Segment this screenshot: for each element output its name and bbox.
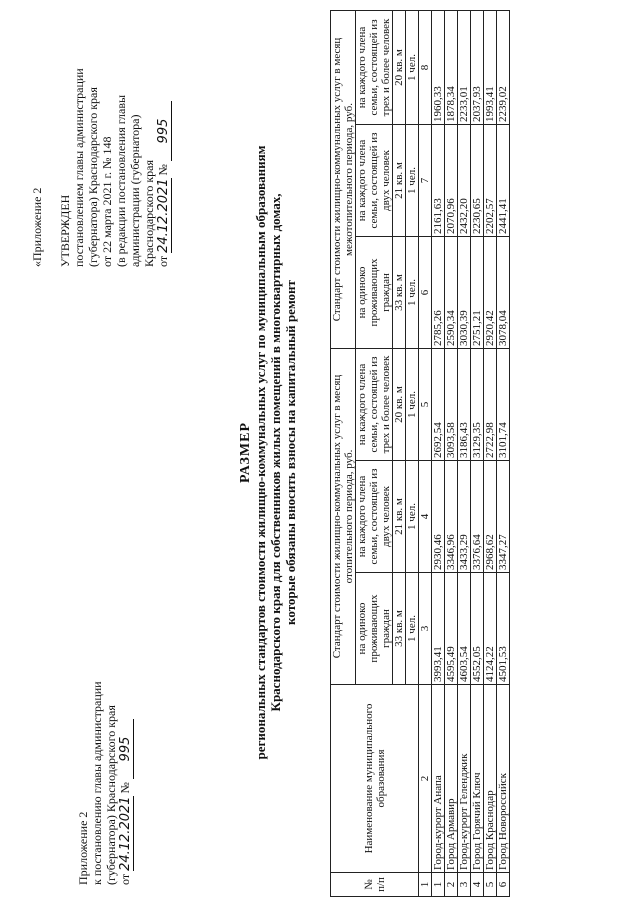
row-number: 1 bbox=[432, 873, 445, 897]
date-line: от 24.12.2021 № 995 bbox=[156, 7, 172, 267]
persons-cell: 1 чел. bbox=[406, 236, 419, 348]
value-cell: 2037,93 bbox=[471, 10, 484, 124]
value-cell: 1960,33 bbox=[432, 10, 445, 124]
resolution-ref-2: (губернатора) Краснодарского края bbox=[104, 705, 118, 885]
column-number: 6 bbox=[419, 236, 432, 348]
persons-cell: 1 чел. bbox=[406, 573, 419, 685]
value-cell: 2722,98 bbox=[484, 348, 497, 460]
handwritten-date: 24.12.2021 bbox=[156, 178, 171, 253]
value-cell: 2202,57 bbox=[484, 124, 497, 236]
table-row bbox=[445, 10, 458, 896]
date-line: от 24.12.2021 № 995 bbox=[118, 555, 134, 885]
column-number: 7 bbox=[419, 124, 432, 236]
handwritten-number: 995 bbox=[157, 101, 172, 161]
value-cell: 2161,63 bbox=[432, 124, 445, 236]
area-cell: 21 кв. м bbox=[393, 124, 406, 236]
value-cell: 2692,54 bbox=[432, 348, 445, 460]
persons-cell: 1 чел. bbox=[406, 124, 419, 236]
municipality-name: Город Армавир bbox=[445, 685, 458, 873]
title-line: которые обязаны вносить взносы на капитальный ремонт bbox=[283, 280, 298, 625]
value-cell: 3093,58 bbox=[445, 348, 458, 460]
handwritten-date: 24.12.2021 bbox=[118, 796, 133, 871]
value-cell: 2239,02 bbox=[497, 10, 510, 124]
value-cell: 2785,26 bbox=[432, 236, 445, 348]
column-number: 1 bbox=[419, 873, 432, 897]
value-cell: 3186,43 bbox=[458, 348, 471, 460]
table-row bbox=[471, 10, 484, 896]
area-cell: 20 кв. м bbox=[393, 10, 406, 124]
value-cell: 3030,39 bbox=[458, 236, 471, 348]
row-number: 5 bbox=[484, 873, 497, 897]
value-cell: 2930,46 bbox=[432, 461, 445, 573]
left-approval-block bbox=[76, 555, 134, 885]
persons-cell: 1 чел. bbox=[406, 461, 419, 573]
sub-header: на каждого члена семьи, состоящей из трех и более человек bbox=[356, 348, 393, 460]
appendix-label: «Приложение 2 bbox=[30, 187, 44, 267]
sub-header: на каждого члена семьи, состоящей из двух человек bbox=[356, 124, 393, 236]
table-row bbox=[497, 10, 510, 896]
approval-date: от 22 марта 2021 г. № 148 bbox=[100, 136, 114, 267]
value-cell: 3101,74 bbox=[497, 348, 510, 460]
document-title bbox=[238, 0, 298, 905]
value-cell: 4501,53 bbox=[497, 573, 510, 685]
approval-text: (губернатора) Краснодарского края bbox=[86, 87, 100, 267]
value-cell: 2920,42 bbox=[484, 236, 497, 348]
value-cell: 2968,62 bbox=[484, 461, 497, 573]
area-cell: 33 кв. м bbox=[393, 236, 406, 348]
handwritten-number: 995 bbox=[119, 719, 134, 779]
header-num: № п/п bbox=[331, 873, 419, 897]
sub-header: на одиноко проживающих граждан bbox=[356, 236, 393, 348]
value-cell: 3078,04 bbox=[497, 236, 510, 348]
municipality-name: Город Краснодар bbox=[484, 685, 497, 873]
persons-cell: 1 чел. bbox=[406, 10, 419, 124]
title-line: Краснодарского края для собственников жилых помещений в многоквартирных домах, bbox=[268, 193, 283, 712]
table-body bbox=[432, 10, 510, 896]
value-cell: 3376,64 bbox=[471, 461, 484, 573]
value-cell: 3346,96 bbox=[445, 461, 458, 573]
column-number: 4 bbox=[419, 461, 432, 573]
table-row bbox=[484, 10, 497, 896]
row-number: 3 bbox=[458, 873, 471, 897]
area-cell: 20 кв. м bbox=[393, 348, 406, 460]
municipality-name: Город Горячий Ключ bbox=[471, 685, 484, 873]
column-number: 3 bbox=[419, 573, 432, 685]
value-cell: 3129,35 bbox=[471, 348, 484, 460]
value-cell: 1993,41 bbox=[484, 10, 497, 124]
value-cell: 3433,29 bbox=[458, 461, 471, 573]
sub-header: на каждого члена семьи, состоящей из двух человек bbox=[356, 461, 393, 573]
amendment-text: Краснодарского края bbox=[142, 159, 156, 267]
municipality-name: Город-курорт Анапа bbox=[432, 685, 445, 873]
value-cell: 3993,41 bbox=[432, 573, 445, 685]
row-number: 2 bbox=[445, 873, 458, 897]
value-cell: 2432,20 bbox=[458, 124, 471, 236]
right-approval-block bbox=[30, 7, 172, 267]
header-nonheating: Стандарт стоимости жилищно-коммунальных услуг в месяц межотопительного периода, руб. bbox=[331, 10, 356, 348]
area-cell: 33 кв. м bbox=[393, 573, 406, 685]
title-line: региональных стандартов стоимости жилищно-коммунальных услуг по муниципальным образованиям bbox=[253, 145, 268, 760]
approval-text: постановлением главы администрации bbox=[72, 68, 86, 267]
approved-label: УТВЕРЖДЕН bbox=[58, 194, 72, 267]
row-number: 6 bbox=[497, 873, 510, 897]
row-number: 4 bbox=[471, 873, 484, 897]
value-cell: 3347,27 bbox=[497, 461, 510, 573]
value-cell: 2441,41 bbox=[497, 124, 510, 236]
persons-cell: 1 чел. bbox=[406, 348, 419, 460]
value-cell: 2233,01 bbox=[458, 10, 471, 124]
amendment-text: (в редакции постановления главы bbox=[114, 94, 128, 267]
value-cell: 1878,34 bbox=[445, 10, 458, 124]
appendix-label: Приложение 2 bbox=[76, 811, 90, 885]
value-cell: 2751,21 bbox=[471, 236, 484, 348]
column-number: 8 bbox=[419, 10, 432, 124]
header-heating: Стандарт стоимости жилищно-коммунальных услуг в месяц отопительного периода, руб. bbox=[331, 348, 356, 684]
value-cell: 4595,49 bbox=[445, 573, 458, 685]
table-row bbox=[458, 10, 471, 896]
value-cell: 4603,54 bbox=[458, 573, 471, 685]
resolution-ref: к постановлению главы администрации bbox=[90, 681, 104, 885]
municipality-name: Город Новороссийск bbox=[497, 685, 510, 873]
municipality-name: Город-курорт Геленджик bbox=[458, 685, 471, 873]
value-cell: 2230,65 bbox=[471, 124, 484, 236]
standards-table bbox=[330, 10, 510, 897]
sub-header: на одиноко проживающих граждан bbox=[356, 573, 393, 685]
value-cell: 4552,05 bbox=[471, 573, 484, 685]
sub-header: на каждого члена семьи, состоящей из трех и более человек bbox=[356, 10, 393, 124]
area-cell: 21 кв. м bbox=[393, 461, 406, 573]
header-name: Наименование муниципального образования bbox=[331, 685, 419, 873]
amendment-text: администрации (губернатора) bbox=[128, 114, 142, 267]
value-cell: 4124,22 bbox=[484, 573, 497, 685]
column-number: 5 bbox=[419, 348, 432, 460]
column-number: 2 bbox=[419, 685, 432, 873]
title-heading: РАЗМЕР bbox=[238, 422, 253, 484]
value-cell: 2590,34 bbox=[445, 236, 458, 348]
table-row bbox=[432, 10, 445, 896]
value-cell: 2070,96 bbox=[445, 124, 458, 236]
